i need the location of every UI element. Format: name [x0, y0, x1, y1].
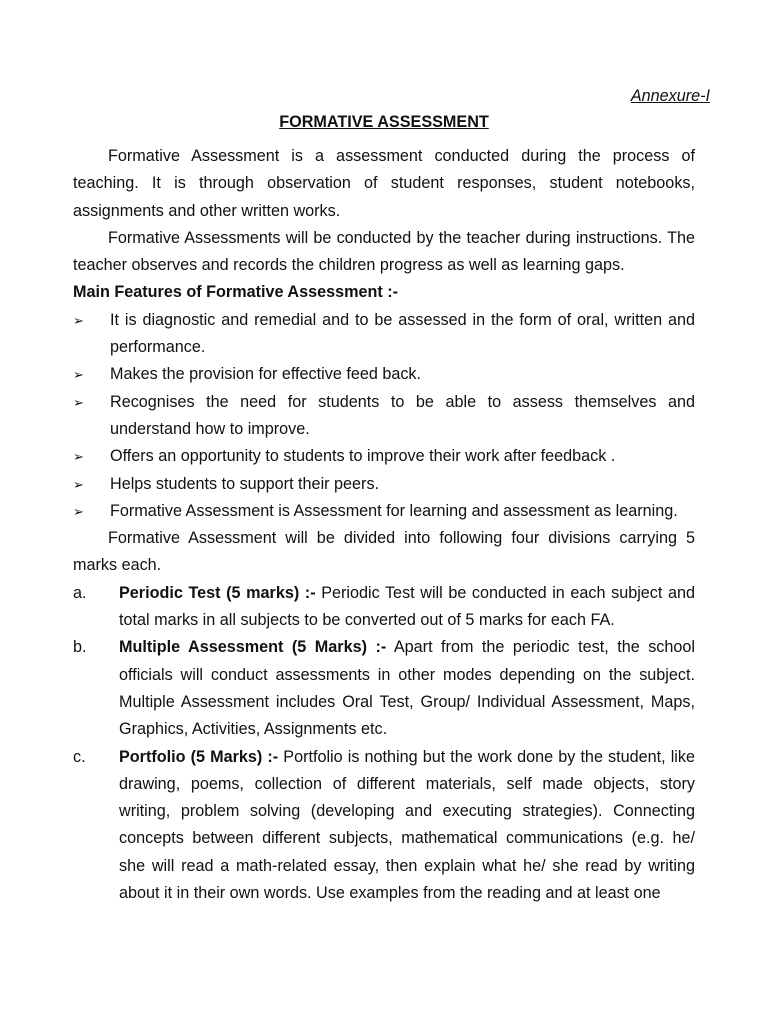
- feature-item: [73, 361, 695, 388]
- arrow-bullet-icon: ➢: [73, 367, 84, 383]
- divisions-intro: Formative Assessment will be divided into following four divisions carrying 5 marks each.: [73, 529, 695, 575]
- division-item: [73, 634, 695, 743]
- feature-text: Formative Assessment is Assessment for learning and assessment as learning.: [110, 501, 678, 520]
- annexure-label: Annexure-I: [630, 87, 710, 105]
- feature-text: Helps students to support their peers.: [110, 474, 380, 493]
- division-term: Multiple Assessment (5 Marks) :-: [119, 638, 387, 657]
- division-letter: a.: [73, 583, 87, 602]
- arrow-bullet-icon: ➢: [73, 503, 84, 519]
- division-text: Portfolio is nothing but the work done by the student, like drawing, poems, collection of different materials, self made objects, story writing, problem solving (developing and executing strategies). Connecting concepts between different subjects, mathematical communications (e.g. he/ she will read a math-related essay, then explain what he/ she read by writing about it in their own words. Use examples from the reading and at least one: [119, 747, 696, 903]
- feature-text: Recognises the need for students to be able to assess themselves and understand how to improve.: [110, 392, 695, 438]
- division-item: [73, 580, 695, 635]
- features-heading: Main Features of Formative Assessment :-: [73, 283, 399, 302]
- intro-paragraph-1: Formative Assessment is a assessment conducted during the process of teaching. It is through observation of student responses, student notebooks, assignments and other written works.: [73, 147, 695, 220]
- feature-item: [73, 443, 695, 470]
- arrow-bullet-icon: ➢: [73, 312, 84, 328]
- division-term: Portfolio (5 Marks) :-: [119, 747, 279, 766]
- intro-paragraph-2: Formative Assessments will be conducted by the teacher during instructions. The teacher observes and records the children progress as well as learning gaps.: [73, 228, 695, 275]
- feature-text: It is diagnostic and remedial and to be assessed in the form of oral, written and performance.: [110, 310, 695, 357]
- division-text: Periodic Test will be conducted in each subject and total marks in all subjects to be converted out of 5 marks for each FA.: [119, 583, 695, 630]
- feature-item: [73, 471, 695, 498]
- feature-item: [73, 307, 695, 362]
- arrow-bullet-icon: ➢: [73, 449, 84, 465]
- arrow-bullet-icon: ➢: [73, 476, 84, 492]
- division-term: Periodic Test (5 marks) :-: [119, 583, 316, 602]
- page-title: FORMATIVE ASSESSMENT: [279, 113, 489, 131]
- feature-item: [73, 498, 695, 525]
- division-text: Apart from the periodic test, the school officials will conduct assessments in other modes depending on the subject. Multiple Assessment includes Oral Test, Group/ Individual Assessment, Maps, Graphics, Activities, Assignments etc.: [119, 638, 695, 739]
- division-item: [73, 744, 695, 908]
- arrow-bullet-icon: ➢: [73, 394, 84, 410]
- feature-item: [73, 389, 695, 444]
- feature-text: Makes the provision for effective feed back.: [110, 365, 422, 384]
- document-body: [73, 143, 695, 907]
- division-letter: c.: [73, 747, 86, 766]
- division-letter: b.: [73, 638, 87, 657]
- feature-text: Offers an opportunity to students to improve their work after feedback .: [110, 447, 616, 466]
